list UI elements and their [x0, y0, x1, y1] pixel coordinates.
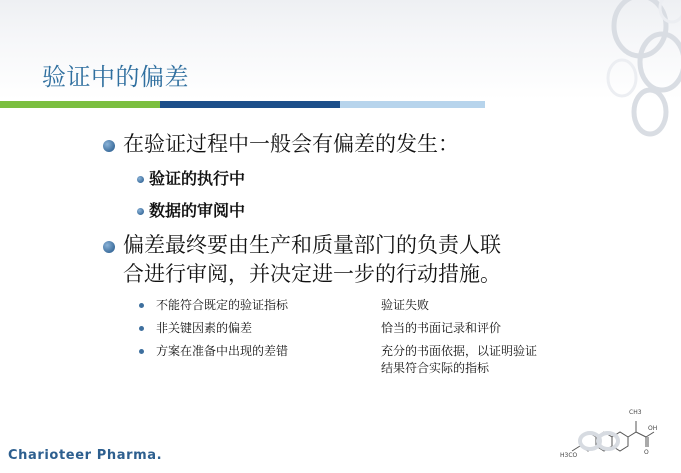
bullet-text-line1: 偏差最终要由生产和质量部门的负责人联	[123, 233, 501, 257]
sphere-bullet-icon	[139, 326, 144, 331]
pair-left: 非关键因素的偏差	[156, 321, 253, 335]
pair-right: 充分的书面依据，以证明验证	[381, 344, 538, 358]
sphere-bullet-icon	[139, 303, 144, 308]
sphere-bullet-icon	[137, 208, 144, 215]
divider-light	[340, 101, 485, 108]
divider-navy	[160, 101, 340, 108]
molecule-label-ch3: CH3	[629, 409, 642, 416]
pair-right: 验证失败	[381, 298, 430, 312]
title-divider	[0, 101, 485, 108]
pair-right-line2: 结果符合实际的指标	[381, 361, 490, 375]
molecule-label-oh: OH	[648, 425, 658, 432]
pair-left: 方案在准备中出现的差错	[156, 344, 289, 358]
pair-left: 不能符合既定的验证指标	[156, 298, 289, 312]
molecule-label-o: O	[644, 449, 649, 456]
sphere-bullet-icon	[137, 176, 144, 183]
bullet-text-line2: 合进行审阅，并决定进一步的行动措施。	[123, 262, 501, 286]
molecule-label-h3co: H3CO	[560, 452, 578, 459]
bullet-text: 在验证过程中一般会有偏差的发生：	[123, 132, 459, 156]
pair-right: 恰当的书面记录和评价	[381, 321, 502, 335]
company-logo: Charioteer Pharma.	[8, 448, 163, 463]
sphere-bullet-icon	[103, 140, 115, 152]
sub-bullet-text: 数据的审阅中	[149, 201, 246, 220]
sub-bullet-text: 验证的执行中	[149, 169, 246, 188]
divider-green	[0, 101, 160, 108]
sphere-bullet-icon	[103, 241, 115, 253]
sphere-bullet-icon	[139, 349, 144, 354]
page-title: 验证中的偏差	[42, 63, 189, 91]
